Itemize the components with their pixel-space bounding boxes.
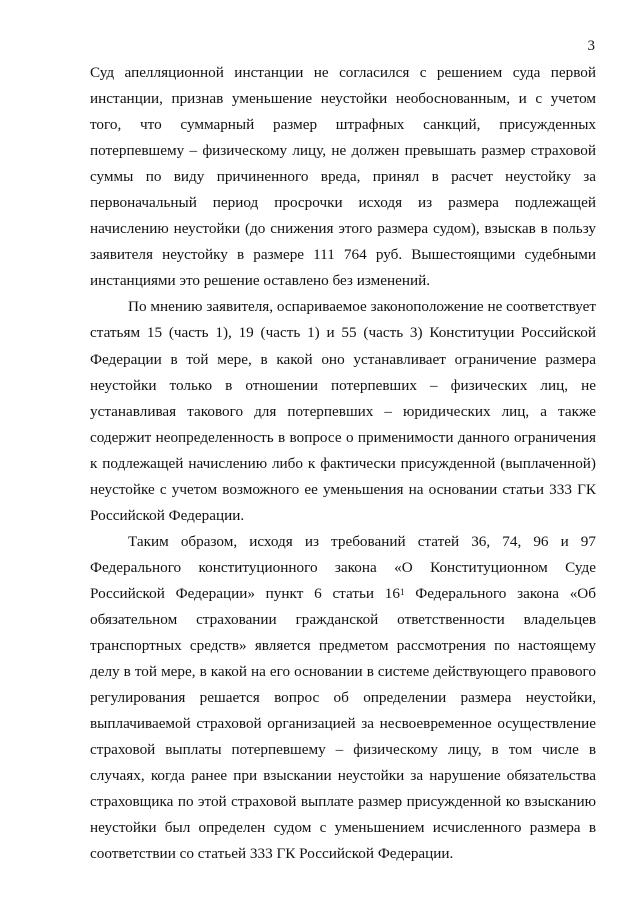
paragraph-3 xyxy=(90,529,596,868)
page-number: 3 xyxy=(587,38,595,54)
paragraph-2: По мнению заявителя, оспариваемое законоположение не соответствует статьям 15 (часть 1), 19 (часть 1) и 55 (часть 3) Конституции Российской Федерации в той мере, в какой оно устанавливает ограничение размера неустойки только в отношении потерпевших – физических лиц, не устанавливая такового для потерпевших – юридических лиц, а также содержит неопределенность в вопросе о применимости данного ограничения к подлежащей начислению либо к фактически присужденной (выплаченной) неустойке с учетом возможного ее уменьшения на основании статьи 333 ГК Российской Федерации. xyxy=(90,298,596,524)
document-body xyxy=(90,60,596,867)
paragraph-3-superscript: 1 xyxy=(399,586,405,597)
paragraph-3-text-after: Федерального закона «Об обязательном страховании гражданской ответственности владельцев транспортных средств» является предметом рассмотрения по настоящему делу в той мере, в какой на его основании в системе действующего правового регулирования решается вопрос об определении размера неустойки, выплачиваемой страховой организацией за несвоевременное осуществление страховой выплаты потерпевшему – физическому лицу, в том числе в случаях, когда ранее при взыскании неустойки за нарушение обязательства страховщика по этой страховой выплате размер присужденной ко взысканию неустойки был определен судом с уменьшением исчисленного размера в соответствии со статьей 333 ГК Российской Федерации. xyxy=(90,584,596,863)
paragraph-3-text-before: Таким образом, исходя из требований статей 36, 74, 96 и 97 Федерального конституционного закона «О Конституционном Суде Российской Федерации» пункт 6 статьи 16 xyxy=(90,532,596,602)
paragraph-1: Суд апелляционной инстанции не согласился с решением суда первой инстанции, признав уменьшение неустойки необоснованным, и с учетом того, что суммарный размер штрафных санкций, присужденных потерпевшему – физическому лицу, не должен превышать размер страховой суммы по виду причиненного вреда, принял в расчет неустойку за первоначальный период просрочки исходя из размера подлежащей начислению неустойки (до снижения этого размера судом), взыскав в пользу заявителя неустойку в размере 111 764 руб. Вышестоящими судебными инстанциями это решение оставлено без изменений. xyxy=(90,64,596,290)
